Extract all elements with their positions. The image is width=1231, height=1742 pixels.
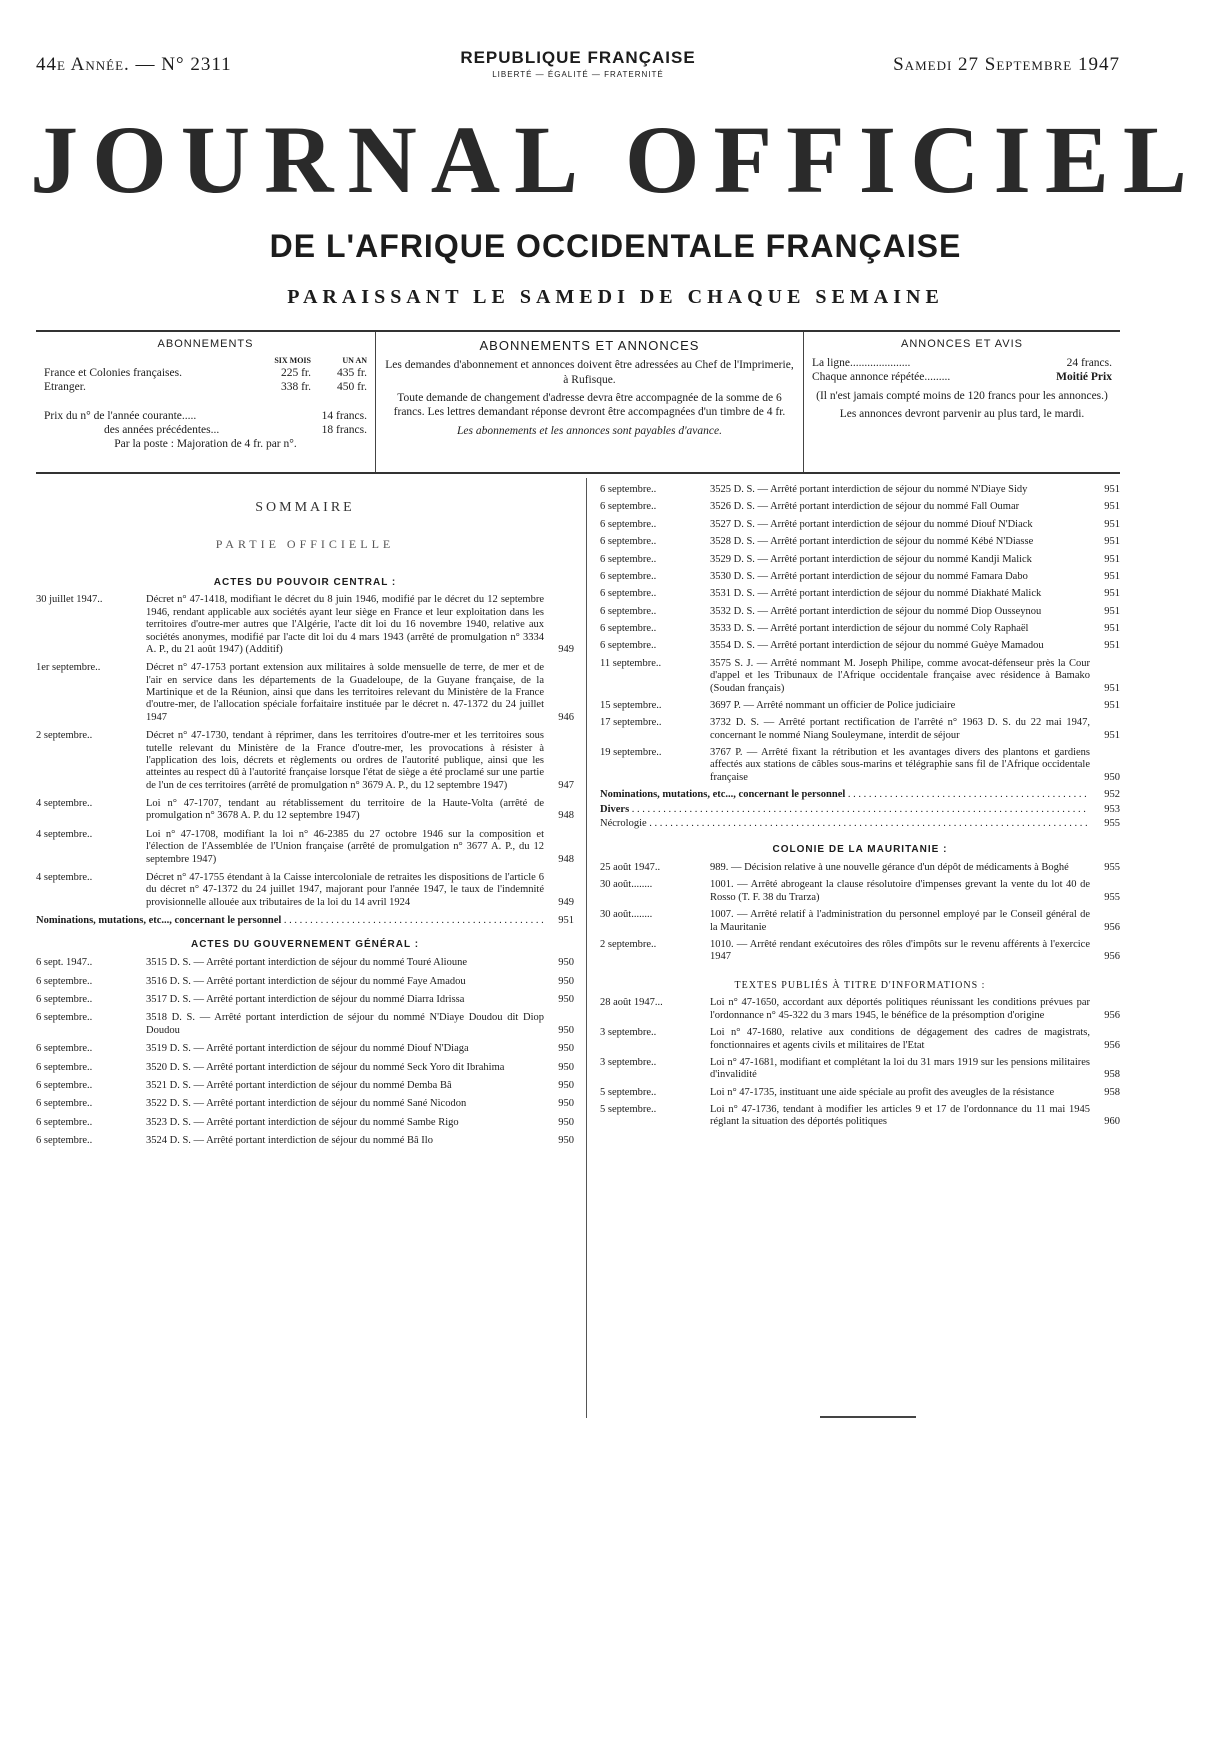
summary-entry [600, 1104, 1120, 1129]
info-band [36, 330, 1120, 474]
summary-entry [600, 501, 1120, 513]
entry-page: 951 [1104, 588, 1120, 600]
summary-line-entry [600, 818, 1120, 830]
entry-page: 956 [1104, 1039, 1120, 1051]
entry-date: 15 septembre.. [600, 699, 662, 711]
entry-page: 951 [1104, 553, 1120, 565]
summary-entry [36, 1080, 574, 1092]
entry-text: Loi n° 47-1735, instituant une aide spéciale au profit des aveugles de la résistance [710, 1086, 1055, 1098]
entry-page: 951 [1104, 605, 1120, 617]
entry-date: 6 septembre.. [36, 1135, 93, 1147]
summary-entry [600, 658, 1120, 695]
entry-page: 950 [558, 1024, 574, 1036]
entry-page: 948 [558, 810, 574, 822]
entry-date: 6 sept. 1947.. [36, 957, 93, 969]
entry-text: 3518 D. S. — Arrêté portant interdiction de séjour du nommé N'Diaye Doudou dit Diop Doudou [146, 1012, 544, 1036]
entry-text: 3732 D. S. — Arrêté portant rectification de l'arrêté n° 1963 D. S. du 22 mai 1947, concernant le nommé Niang Souleymane, interdit de séjour [710, 717, 1090, 741]
entry-page: 950 [558, 994, 574, 1006]
entry-date: 30 août........ [600, 909, 653, 921]
subs-ads-box [376, 332, 804, 472]
ads-box [804, 332, 1120, 472]
summary-entry [600, 879, 1120, 904]
rate-row: Etranger. 338 fr. 450 fr. [44, 381, 367, 394]
entry-text: Divers . . . [600, 804, 1090, 816]
summary-entry [600, 536, 1120, 548]
entry-date: 5 septembre.. [600, 1104, 657, 1116]
entry-date: 5 septembre.. [600, 1086, 657, 1098]
entry-page: 950 [1104, 771, 1120, 783]
summary-entry [36, 1117, 574, 1129]
entry-text: 3526 D. S. — Arrêté portant interdiction de séjour du nommé Fall Oumar [710, 501, 1020, 513]
subs-ads-p3: Les abonnements et les annonces sont payables d'avance. [457, 424, 722, 437]
col-one-year: UN AN [342, 355, 367, 365]
subs-ads-p2: Toute demande de changement d'adresse devra être accompagnée de la somme de 6 francs. Les lettres demandant réponse devront être accompagnées d'un timbre de 4 fr. [393, 392, 786, 419]
summary-line-entry [600, 789, 1120, 801]
entry-text: 3521 D. S. — Arrêté portant interdiction de séjour du nommé Demba Bâ [146, 1079, 452, 1091]
entry-date: 6 septembre.. [36, 1061, 93, 1073]
entry-page: 952 [1104, 789, 1120, 801]
entry-text: 3528 D. S. — Arrêté portant interdiction de séjour du nommé Kébé N'Diasse [710, 536, 1034, 548]
summary-entry [600, 606, 1120, 618]
entry-page: 951 [1104, 623, 1120, 634]
entry-date: 6 septembre.. [36, 1043, 93, 1055]
entry-page: 950 [558, 1079, 574, 1091]
entry-text: Nécrologie . . . [600, 818, 1090, 830]
subscriptions-title: ABONNEMENTS [157, 338, 254, 350]
entry-date: 30 août........ [600, 879, 653, 891]
subs-ads-title: ABONNEMENTS ET ANNONCES [479, 338, 700, 353]
entry-text: 3516 D. S. — Arrêté portant interdiction de séjour du nommé Faye Amadou [146, 975, 466, 987]
entry-date: 6 septembre.. [600, 484, 657, 495]
summary-entry [36, 976, 574, 988]
entry-text: Loi n° 47-1707, tendant au rétablissement du territoire de la Haute-Volta (arrêté de promulgation n° 3678 A. P. du 12 septembre 1947) [146, 798, 544, 822]
entry-text: 3515 D. S. — Arrêté portant interdiction de séjour du nommé Touré Alioune [146, 957, 468, 969]
summary-title: SOMMAIRE [255, 500, 355, 515]
entry-text: 3697 P. — Arrêté nommant un officier de Police judiciaire [710, 699, 956, 711]
entry-page: 951 [1104, 640, 1120, 652]
summary-entry [36, 1012, 574, 1037]
summary-entry [600, 717, 1120, 742]
summary-entry [36, 1062, 574, 1074]
entry-date: 4 septembre.. [36, 798, 93, 810]
entry-page: 960 [1104, 1116, 1120, 1128]
entry-page: 956 [1104, 951, 1120, 963]
entry-date: 4 septembre.. [36, 871, 93, 883]
entry-page: 949 [558, 896, 574, 908]
summary-entry [600, 519, 1120, 531]
entry-text: 3519 D. S. — Arrêté portant interdiction de séjour du nommé Diouf N'Diaga [146, 1043, 469, 1055]
summary-entry [600, 700, 1120, 712]
column-divider [586, 478, 587, 1418]
entry-text: Décret n° 47-1418, modifiant le décret du 8 juin 1946, modifié par le décret du 12 septembre 1946, rendant applicable aux sociétés ayant leur siège en France et leur exploitation dans les territoires d'outre-mer autres que l'Algérie, l'acte dit loi du 16 novembre 1940, relative aux sociétés anonymes, modifié par l'acte dit loi du 4 mars 1943 (arrêté de promulgation n° 3334 A. P., du 21 août 1947) (Additif) [146, 594, 544, 655]
masthead-tagline: PARAISSANT LE SAMEDI DE CHAQUE SEMAINE [287, 286, 944, 308]
entry-text: Nominations, mutations, etc..., concernant le personnel . . . [600, 789, 1090, 801]
entry-text: 1007. — Arrêté relatif à l'administration du personnel employé par le Conseil général de la Mauritanie [710, 909, 1090, 933]
entry-text: Loi n° 47-1681, modifiant et complétant la loi du 31 mars 1919 sur les pensions militaires d'invalidité [710, 1056, 1090, 1081]
summary-entry [600, 862, 1120, 874]
entry-page: 951 [1104, 682, 1120, 694]
entry-page: 950 [558, 1061, 574, 1073]
section-gov: ACTES DU GOUVERNEMENT GÉNÉRAL : [190, 939, 420, 951]
entry-date: 6 septembre.. [600, 501, 657, 513]
rate-header [44, 356, 367, 366]
summary-entry [36, 1043, 574, 1055]
entry-date: 17 septembre.. [600, 717, 662, 729]
entry-date: 25 août 1947.. [600, 862, 661, 874]
entry-page: 950 [558, 1116, 574, 1128]
entry-date: 4 septembre.. [36, 828, 93, 840]
entry-page: 950 [558, 957, 574, 969]
entry-date: 6 septembre.. [36, 1079, 93, 1091]
entry-date: 6 septembre.. [600, 605, 657, 617]
entry-date: 6 septembre.. [36, 994, 93, 1006]
summary-entry [36, 730, 574, 792]
entry-page: 947 [558, 779, 574, 791]
entry-date: 6 septembre.. [600, 640, 657, 652]
entry-text: Décret n° 47-1753 portant extension aux militaires à solde mensuelle de terre, de mer et de l'air en service dans les départements de la Guadeloupe, de la Guyane française, de la Martinique et de la Réunion, ainsi que dans les territoires relevant du Ministère de la France d'outre-mer, de l'allocation spéciale forfaitaire instituée par le décret n. 47-1372 du 24 juillet 1947 [146, 662, 544, 723]
issue-number: 44e Année. — N° 2311 [36, 54, 232, 75]
entry-page: 951 [1104, 518, 1120, 530]
entry-date: 2 septembre.. [36, 730, 93, 742]
entry-text: 3527 D. S. — Arrêté portant interdiction de séjour du nommé Diouf N'Diack [710, 518, 1033, 530]
entry-page: 955 [1104, 862, 1120, 874]
entry-page: 951 [1104, 570, 1120, 582]
entry-text: Loi n° 47-1650, accordant aux déportés politiques réunissant les conditions prévues par l'ordonnance n° 45-322 du 3 mars 1945, le bénéfice de la présomption d'origine [710, 997, 1090, 1021]
summary-left-column [36, 484, 574, 1153]
section-texts: TEXTES PUBLIÉS À TITRE D'INFORMATIONS : [734, 979, 986, 991]
section-mauritanie: COLONIE DE LA MAURITANIE : [772, 844, 948, 856]
entry-page: 955 [1104, 817, 1120, 829]
summary-entry [600, 939, 1120, 964]
entry-date: 30 juillet 1947.. [36, 594, 103, 606]
entry-page: 958 [1104, 1069, 1120, 1081]
entry-date: 6 septembre.. [600, 588, 657, 600]
entry-text: 3767 P. — Arrêté fixant la rétribution et les avantages divers des plantons et gardiens affectés aux stations de câbles sous-marins et télégraphie sans fil de l'Afrique occidentale française [710, 747, 1090, 783]
issue-date: Samedi 27 Septembre 1947 [893, 54, 1120, 75]
summary-entry [600, 640, 1120, 652]
entry-page: 958 [1104, 1086, 1120, 1098]
summary-entry [600, 1027, 1120, 1052]
entry-page: 946 [558, 711, 574, 723]
summary-entry [600, 1057, 1120, 1082]
rate-row: France et Colonies françaises. 225 fr. 435 fr. [44, 366, 367, 379]
entry-date: 1er septembre.. [36, 662, 101, 674]
summary-entry [600, 1087, 1120, 1099]
top-bar [36, 48, 1120, 88]
subs-ads-p1: Les demandes d'abonnement et annonces doivent être adressées au Chef de l'Imprimerie, à Rufisque. [385, 359, 794, 386]
postal-surcharge: Par la poste : Majoration de 4 fr. par n°. [114, 438, 297, 451]
entry-page: 950 [558, 975, 574, 987]
entry-text: Décret n° 47-1730, tendant à réprimer, dans les territoires d'outre-mer et les territoires sous tutelle relevant du Ministère de la France d'outre-mer, les provocations à résister à l'application des lois, décrets et règlements ou ordres de l'autorité publique, ainsi que les atteintes au respect dû à l'autorité française lorsque l'état de siège a été proclamé sur une partie de l'un de ces territoires (arrêté de promulgation n° 3679 A. P., du 12 septembre 1947) [146, 730, 544, 791]
entry-text: 1010. — Arrêté rendant exécutoires des rôles d'impôts sur le revenu afférents à l'exercice 1947 [710, 938, 1090, 963]
republic-name: REPUBLIQUE FRANÇAISE [460, 48, 696, 67]
closing-rule [820, 1416, 916, 1418]
entry-date: 6 septembre.. [600, 536, 657, 548]
entry-page: 949 [558, 643, 574, 655]
entry-text: 3525 D. S. — Arrêté portant interdiction de séjour du nommé N'Diaye Sidy [710, 484, 1028, 495]
entry-page: 951 [1104, 501, 1120, 513]
entry-page: 951 [1104, 484, 1120, 495]
entry-date: 6 septembre.. [36, 1098, 93, 1110]
entry-text: 3520 D. S. — Arrêté portant interdiction de séjour du nommé Seck Yoro dit Ibrahima [146, 1061, 505, 1073]
summary-entry [600, 997, 1120, 1022]
entry-page: 956 [1104, 1009, 1120, 1021]
summary-entry [36, 994, 574, 1006]
summary-right-column [600, 484, 1120, 1134]
entry-date: 19 septembre.. [600, 747, 662, 758]
summary-entry [36, 957, 574, 969]
price-row: des années précédentes... 18 francs. [104, 423, 367, 436]
entry-page: 950 [558, 1043, 574, 1055]
ad-rate-row: La ligne..................... 24 francs. [812, 356, 1112, 369]
entry-text: Loi n° 47-1680, relative aux conditions de dégagement des cadres de magistrats, fonctionnaires et agents civils et militaires de l'Etat [710, 1027, 1090, 1051]
entry-date: 6 septembre.. [600, 518, 657, 530]
entry-date: 6 septembre.. [36, 1012, 93, 1024]
entry-page: 956 [1104, 921, 1120, 933]
entry-text: 3517 D. S. — Arrêté portant interdiction de séjour du nommé Diarra Idrissa [146, 994, 465, 1006]
ad-rate-row: Chaque annonce répétée......... Moitié Prix [812, 371, 1112, 384]
summary-entry [600, 623, 1120, 635]
republic-motto: LIBERTÉ — ÉGALITÉ — FRATERNITÉ [492, 70, 664, 79]
summary-entry [36, 1135, 574, 1147]
summary-entry [36, 1098, 574, 1110]
ads-deadline: Les annonces devront parvenir au plus tard, le mardi. [839, 407, 1085, 420]
entry-date: 3 septembre.. [600, 1027, 657, 1039]
entry-page: 950 [558, 1135, 574, 1147]
entry-text: 3523 D. S. — Arrêté portant interdiction de séjour du nommé Sambe Rigo [146, 1116, 459, 1128]
summary-entry [36, 662, 574, 724]
summary-entry [600, 571, 1120, 583]
entry-date: 6 septembre.. [600, 623, 657, 634]
central-acts-list [36, 594, 574, 909]
entry-text: 3554 D. S. — Arrêté portant interdiction de séjour du nommé Guèye Mamadou [710, 640, 1044, 652]
masthead-title: JOURNAL OFFICIEL [30, 106, 1201, 213]
entry-text: 3522 D. S. — Arrêté portant interdiction de séjour du nommé Sané Nicodon [146, 1098, 467, 1110]
col-six-months: SIX MOIS [274, 355, 311, 365]
subscriptions-box [36, 332, 376, 472]
entry-text: 3530 D. S. — Arrêté portant interdiction de séjour du nommé Famara Dabo [710, 570, 1028, 582]
entry-page: 948 [558, 853, 574, 865]
entry-text: Loi n° 47-1708, modifiant la loi n° 46-2385 du 27 octobre 1946 sur la composition et l'élection de l'Assemblée de l'Union française (arrêté de promulgation n° 3677 A. P., du 12 septembre 1947) [146, 828, 544, 865]
summary-entry [36, 872, 574, 909]
entry-date: 2 septembre.. [600, 938, 657, 950]
entry-text: 3532 D. S. — Arrêté portant interdiction de séjour du nommé Diop Ousseynou [710, 605, 1042, 617]
entry-text: 3524 D. S. — Arrêté portant interdiction de séjour du nommé Bâ Ilo [146, 1135, 433, 1147]
entry-page: 951 [1104, 699, 1120, 711]
entry-date: 6 septembre.. [600, 553, 657, 565]
entry-date: 6 septembre.. [36, 1116, 93, 1128]
summary-entry [36, 594, 574, 656]
price-row: Prix du n° de l'année courante..... 14 francs. [44, 409, 367, 422]
texts-list [600, 997, 1120, 1128]
entry-page: 951 [1104, 536, 1120, 548]
summary-entry [600, 588, 1120, 600]
masthead-subtitle: DE L'AFRIQUE OCCIDENTALE FRANÇAISE [269, 228, 962, 264]
summary-entry [36, 798, 574, 823]
mauritanie-list [600, 862, 1120, 964]
entry-page: 951 [1104, 729, 1120, 741]
entry-text: 3531 D. S. — Arrêté portant interdiction de séjour du nommé Diakhaté Malick [710, 588, 1042, 600]
entry-text: 3529 D. S. — Arrêté portant interdiction de séjour du nommé Kandji Malick [710, 553, 1032, 565]
entry-text: 3575 S. J. — Arrêté nommant M. Joseph Philipe, comme avocat-défenseur près la Cour d'appel et les Tribunaux de l'Afrique occidentale française avec résidence à Bamako (Soudan français) [710, 657, 1090, 694]
entry-text: 989. — Décision relative à une nouvelle gérance d'un dépôt de médicaments à Boghé [710, 862, 1069, 874]
entry-date: 3 septembre.. [600, 1056, 657, 1068]
entry-page: 950 [558, 1098, 574, 1110]
gov-misc-list [600, 789, 1120, 830]
entry-text: 1001. — Arrêté abrogeant la clause résolutoire d'impenses grevant la vente du lot 40 de Rosso (T. F. 38 du Trarza) [710, 879, 1090, 903]
official-part-title: PARTIE OFFICIELLE [215, 536, 395, 551]
summary-entry [600, 747, 1120, 784]
section-central: ACTES DU POUVOIR CENTRAL : [213, 576, 397, 588]
entry-date: 11 septembre.. [600, 657, 662, 669]
gov-acts-list [36, 957, 574, 1147]
summary-entry [600, 909, 1120, 934]
ads-title: ANNONCES ET AVIS [901, 338, 1023, 350]
ads-note: (Il n'est jamais compté moins de 120 francs pour les annonces.) [816, 389, 1108, 402]
entry-date: 28 août 1947... [600, 997, 663, 1009]
entry-text: Décret n° 47-1755 étendant à la Caisse intercoloniale de retraites les dispositions de l'article 6 du décret n° 47-1372 du 24 juillet 1947, majorant pour l'année 1947, le taux de l'indemnité provisionnelle allouée aux tributaires de la loi du 14 avril 1924 [146, 871, 544, 908]
entry-page: 953 [1104, 803, 1120, 815]
entry-page: 955 [1104, 891, 1120, 903]
central-nominations: Nominations, mutations, etc..., concernant le personnel . . . 951 [36, 915, 574, 927]
entry-date: 6 septembre.. [36, 975, 93, 987]
gov-acts-list-continued [600, 484, 1120, 784]
entry-date: 6 septembre.. [600, 570, 657, 582]
summary-line-entry [600, 804, 1120, 816]
summary-entry [600, 484, 1120, 496]
summary-entry [600, 554, 1120, 566]
entry-text: 3533 D. S. — Arrêté portant interdiction de séjour du nommé Coly Raphaël [710, 623, 1029, 634]
entry-text: Loi n° 47-1736, tendant à modifier les articles 9 et 17 de l'ordonnance du 11 mai 1945 réglant la situation des déportés politiques [710, 1104, 1090, 1128]
summary-entry [36, 829, 574, 866]
